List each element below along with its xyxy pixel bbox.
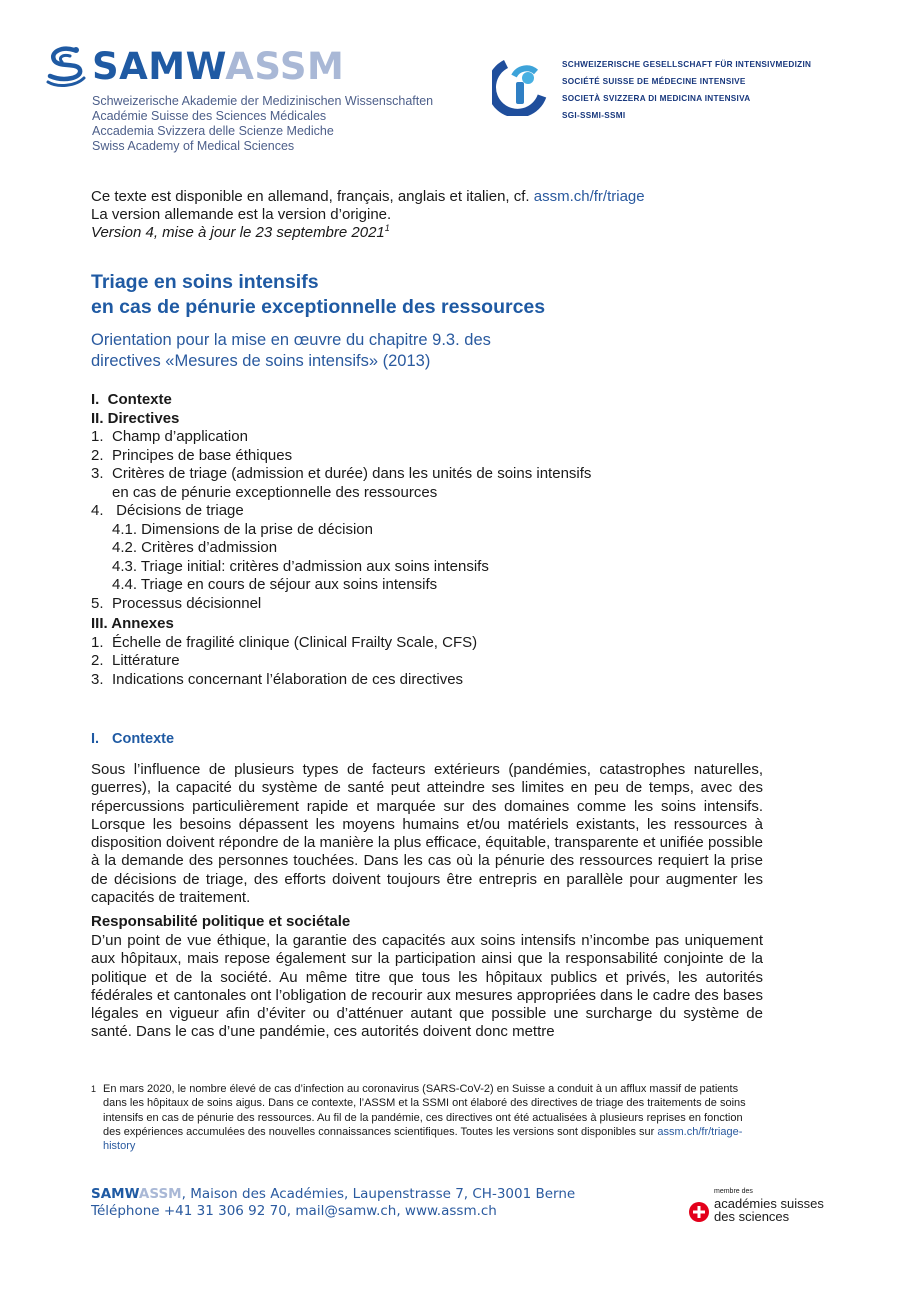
samw-assm-wordmark — [92, 44, 344, 90]
version-text: Version 4, mise à jour le 23 septembre 2021 — [91, 224, 385, 241]
academies-logo — [688, 1186, 824, 1223]
intro-block — [91, 188, 645, 242]
triage-link[interactable]: assm.ch/fr/triage — [533, 188, 645, 205]
toc-subitem[interactable]: 4.4. Triage en cours de séjour aux soins intensifs — [112, 576, 438, 593]
samw-snake-logo-icon — [44, 44, 92, 90]
availability-line — [91, 188, 645, 206]
title-line-1: Triage en soins intensifs — [91, 271, 319, 293]
toc-heading-directives[interactable]: II. Directives — [91, 409, 180, 427]
toc-item-continuation[interactable]: en cas de pénurie exceptionnelle des ressources — [112, 483, 438, 501]
footnote-text: En mars 2020, le nombre élevé de cas d’infection au coronavirus (SARS-CoV-2) en Suisse a conduit à un afflux massif de patients dans les hôpitaux de soins aigus. Dans ce contexte, l’ASSM et la SSMI ont élaboré des directives de triage des traitements de soins intensifs en cas de pénurie des ressources. Au fil de la pandémie, ces directives ont été actualisées à plusieurs reprises en fonction des expériences accumulées des nouvelles connaissances scientifiques. Toutes les versions sont disponibles sur — [103, 1083, 746, 1138]
original-version-line: La version allemande est la version d’origine. — [91, 206, 392, 223]
toc-item-label: Échelle de fragilité clinique (Clinical Frailty Scale, CFS) — [112, 633, 478, 651]
footnote-ref[interactable]: 1 — [384, 223, 390, 233]
academy-name-it: Accademia Svizzera delle Scienze Mediche — [92, 124, 334, 138]
section-number: I. — [91, 731, 100, 747]
toc-item-number: 1. — [91, 428, 104, 445]
toc-item-label: Processus décisionnel — [112, 594, 262, 612]
toc-item-number: 2. — [91, 446, 104, 464]
toc-heading-annexes[interactable]: III. Annexes — [91, 615, 174, 632]
academy-name-de: Schweizerische Akademie der Medizinischen Wissenschaften — [92, 94, 434, 108]
toc-item[interactable] — [91, 465, 711, 484]
section-title-text: Contexte — [112, 731, 175, 747]
toc-item[interactable] — [91, 595, 711, 614]
samw-text: SAMW — [92, 45, 226, 88]
academies-name-line-1: académies suisses — [714, 1196, 824, 1211]
toc-item[interactable] — [91, 428, 711, 447]
toc-annex-item[interactable] — [91, 671, 711, 690]
paragraph-context: Sous l’influence de plusieurs types de facteurs extérieurs (pandémies, catastrophes naturelles, guerres), la capacité du système de santé peut atteindre ses limites en peu de temps, avec des répercussions particulièrement rapide et marquée sur des domaines comme les soins intensifs. Lorsque les besoins dépassent les moyens humains et/ou matériels existants, les ressources à disposition doivent répondre de la manière la plus efficace, équitable, transparente et unifiée possible à la demande des personnes touchées. Dans les cas où la pénurie des ressources requiert la prise de décisions de triage, des efforts doivent toujours être entrepris en parallèle pour augmenter les capacités de traitement. — [91, 761, 763, 907]
society-name-fr: SOCIÉTÉ SUISSE DE MÉDECINE INTENSIVE — [562, 77, 746, 86]
toc-item-number: 1. — [91, 633, 104, 651]
footnote-number: 1 — [91, 1084, 97, 1094]
society-names — [562, 56, 811, 124]
footer-address-line — [91, 1186, 575, 1203]
toc-item-number: 3. — [91, 670, 104, 688]
ssmi-logo-icon — [492, 56, 548, 116]
toc-subitem[interactable]: 4.1. Dimensions de la prise de décision — [112, 520, 373, 538]
document-subtitle — [91, 330, 491, 372]
section-title — [91, 730, 174, 748]
toc-annex-item[interactable] — [91, 652, 711, 671]
academies-a-plus-icon — [688, 1201, 710, 1223]
society-name-it: SOCIETÀ SVIZZERA DI MEDICINA INTENSIVA — [562, 94, 751, 103]
footer-assm: ASSM — [138, 1186, 182, 1202]
toc-annex-item[interactable] — [91, 634, 711, 653]
toc-item[interactable] — [91, 447, 711, 466]
subtitle-line-2: directives «Mesures de soins intensifs» (2013) — [91, 352, 431, 370]
availability-text: Ce texte est disponible en allemand, français, anglais et italien, cf. — [91, 188, 534, 205]
toc-item[interactable] — [91, 502, 711, 521]
footer-contact-line: Téléphone +41 31 306 92 70, mail@samw.ch, www.assm.ch — [91, 1203, 497, 1219]
academy-names — [92, 94, 433, 154]
footer-address — [91, 1186, 575, 1220]
toc-item-number: 4. — [91, 502, 104, 519]
footer-samw: SAMW — [91, 1186, 139, 1202]
academy-name-en: Swiss Academy of Medical Sciences — [92, 139, 295, 153]
academies-name-line-2: des sciences — [714, 1208, 790, 1224]
toc-item-number: 3. — [91, 465, 104, 482]
academy-name-fr: Académie Suisse des Sciences Médicales — [92, 109, 327, 123]
triage-history-link[interactable]: assm.ch/fr/triage-history — [103, 1125, 743, 1153]
footnote-body — [103, 1082, 763, 1153]
footnote — [91, 1082, 763, 1153]
toc-subitem[interactable]: 4.2. Critères d’admission — [112, 539, 278, 556]
toc-item-label: Critères de triage (admission et durée) dans les unités de soins intensifs — [112, 465, 592, 482]
table-of-contents — [91, 391, 711, 689]
toc-subitem[interactable]: 4.3. Triage initial: critères d’admission aux soins intensifs — [112, 557, 489, 575]
version-line — [91, 224, 645, 242]
toc-item-number: 2. — [91, 652, 104, 669]
toc-item-label: Principes de base éthiques — [112, 446, 293, 464]
footer-address-text: , Maison des Académies, Laupenstrasse 7, CH-3001 Berne — [181, 1186, 576, 1202]
toc-item-label: Décisions de triage — [112, 502, 244, 519]
subheading-responsibility: Responsabilité politique et sociétale — [91, 913, 351, 930]
paragraph-responsibility: D’un point de vue éthique, la garantie des capacités aux soins intensifs n’incombe pas uniquement aux hôpitaux, mais repose également sur la participation ainsi que la responsabilité conjointe de la politique et de la société. Au même titre que tous les hôpitaux publics et privés, les autorités fédérales et cantonales ont l’obligation de recourir aux mesures appropriées dans le cadre des bases légales en vigueur afin d’éviter ou d’atténuer autant que possible une surcharge du système de santé. Dans le cas d’une pandémie, ces autorités doivent donc mettre — [91, 932, 763, 1041]
toc-item-label: Littérature — [112, 652, 180, 669]
academies-text — [714, 1186, 824, 1223]
toc-item-label: Indications concernant l’élaboration de ces directives — [112, 670, 464, 688]
subtitle-line-1: Orientation pour la mise en œuvre du chapitre 9.3. des — [91, 331, 491, 349]
assm-text: ASSM — [225, 45, 345, 88]
document-title — [91, 270, 545, 320]
society-acronyms: SGI-SSMI-SSMI — [562, 111, 626, 120]
academies-member-label: membre des — [714, 1188, 753, 1195]
toc-item-label: Champ d’application — [112, 428, 248, 445]
title-line-2: en cas de pénurie exceptionnelle des ressources — [91, 296, 546, 318]
society-name-de: SCHWEIZERISCHE GESELLSCHAFT FÜR INTENSIVMEDIZIN — [562, 60, 812, 69]
toc-item-number: 5. — [91, 594, 104, 612]
toc-heading-contexte[interactable]: I. Contexte — [91, 391, 172, 408]
